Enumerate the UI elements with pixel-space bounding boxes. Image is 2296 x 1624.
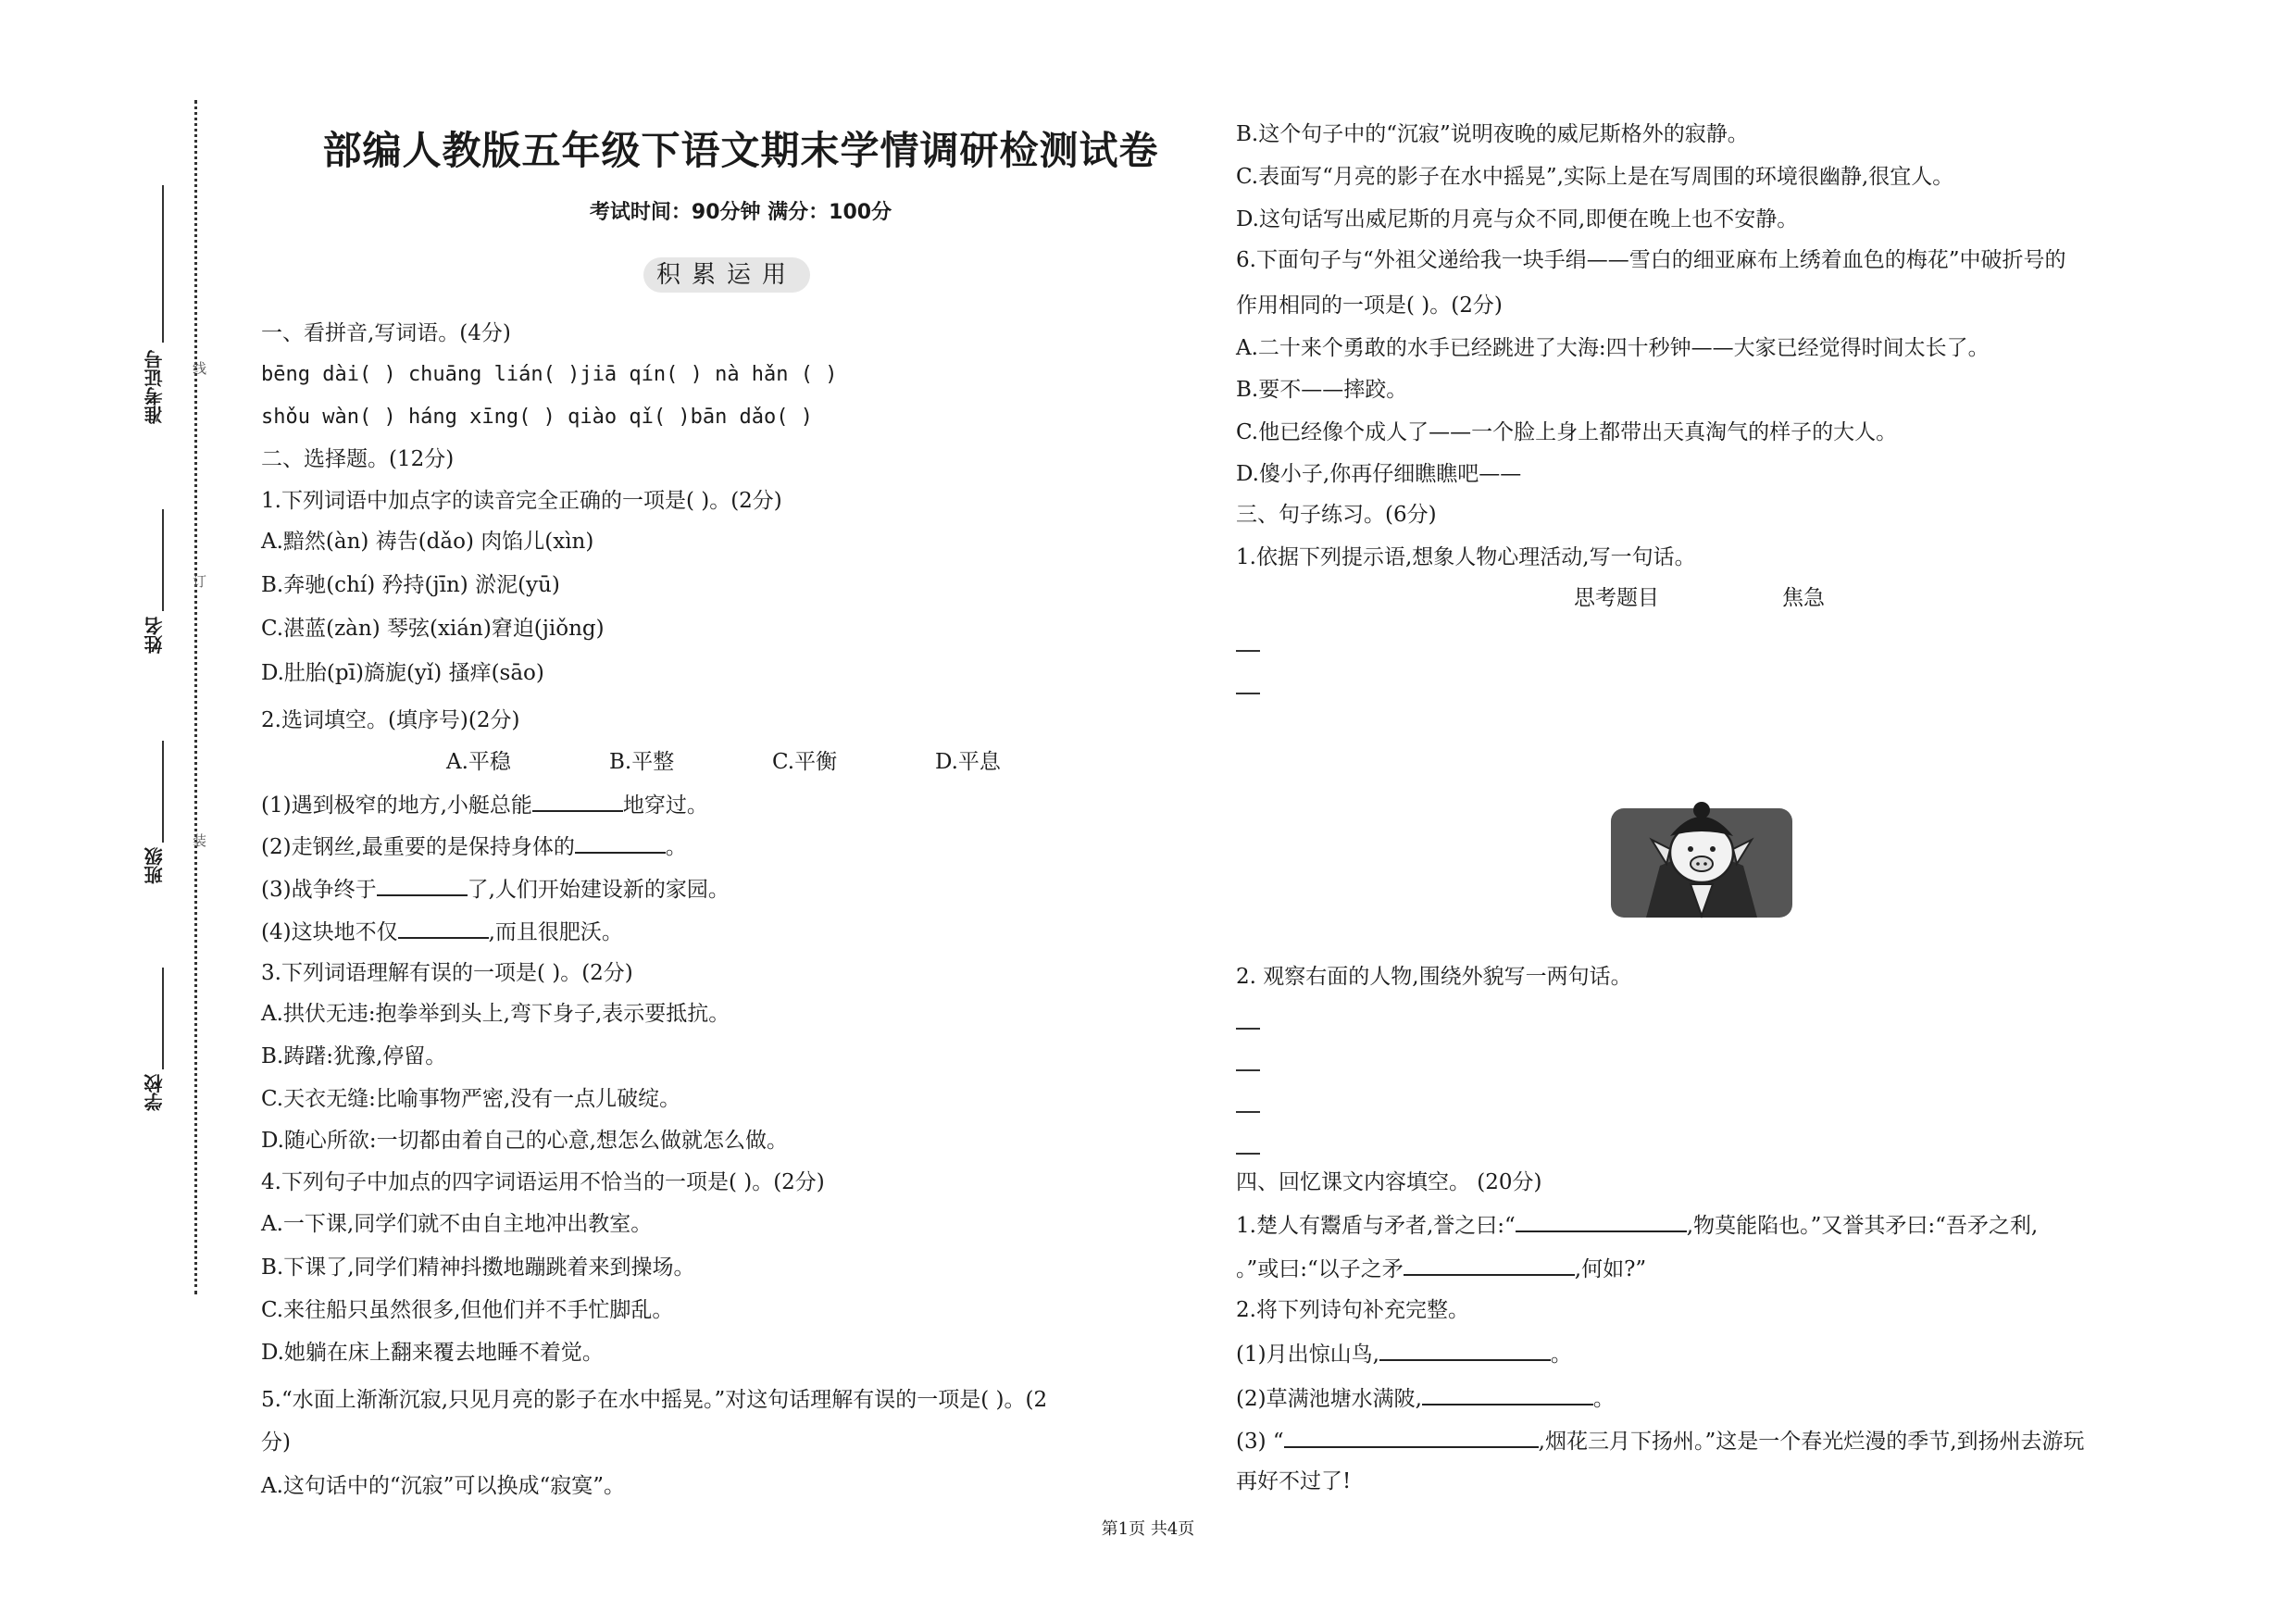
option-text: D.肚胎(pī)旖旎(yǐ) 搔痒(sāo) xyxy=(261,661,544,685)
section-tag: 积累运用 xyxy=(643,257,810,293)
fill-item xyxy=(261,831,687,861)
option-text: B.这个句子中的“沉寂”说明夜晚的威尼斯格外的寂静。 xyxy=(1236,122,1749,146)
option-text: A.黯然(àn) 祷告(dǎo) 肉馅儿(xìn) xyxy=(261,530,594,554)
question-text: 3.下列词语理解有误的一项是( )。(2分) xyxy=(261,961,633,985)
question-text: 6.下面句子与“外祖父递给我一块手绢——雪白的细亚麻布上绣着血色的梅花”中破折号的 xyxy=(1236,248,2066,272)
option-text: D.这句话写出威尼斯的月亮与众不同,即便在晚上也不安静。 xyxy=(1236,207,1799,231)
word-option: D.平息 xyxy=(935,750,1001,774)
fill-item-text: 。 xyxy=(1550,1343,1572,1367)
question-text: 2.选词填空。(填序号)(2分) xyxy=(261,708,520,732)
answer-line[interactable] xyxy=(1236,1153,1260,1155)
page-title: 部编人教版五年级下语文期末学情调研检测试卷 xyxy=(322,128,1159,173)
option-text: D.傻小子,你再仔细瞧瞧吧—— xyxy=(1236,462,1522,486)
option-text: A.这句话中的“沉寂”可以换成“寂寞”。 xyxy=(261,1474,625,1498)
option-text: C.他已经像个成人了——一个脸上身上都带出天真淘气的样子的大人。 xyxy=(1236,420,1898,444)
fill-item-text: ,何如?” xyxy=(1574,1257,1647,1281)
fill-item-text: 地穿过。 xyxy=(622,793,708,818)
name-line xyxy=(162,509,164,611)
binding-label-class: 班级 xyxy=(144,847,166,884)
fill-item xyxy=(261,790,708,819)
option-text: A.一下课,同学们就不由自主地冲出教室。 xyxy=(261,1212,653,1236)
fill-item-text: (4)这块地不仅 xyxy=(261,920,398,944)
binding-mark-line: 线 xyxy=(191,361,207,375)
fill-item-text: 。 xyxy=(1592,1387,1615,1411)
section-heading: 三、句子练习。(6分) xyxy=(1236,503,1437,527)
page-number: 第1页 共4页 xyxy=(1101,1519,1195,1539)
fill-item xyxy=(1236,1210,2038,1240)
question-text: 作用相同的一项是( )。(2分) xyxy=(1236,294,1503,318)
option-text: D.她躺在床上翻来覆去地睡不着觉。 xyxy=(261,1341,604,1365)
binding-label-exam-number: 准考证号 xyxy=(144,350,166,424)
fill-item-text: (2)走钢丝,最重要的是保持身体的 xyxy=(261,835,575,859)
option-text: C.来往船只虽然很多,但他们并不手忙脚乱。 xyxy=(261,1298,674,1322)
answer-line[interactable] xyxy=(1236,1111,1260,1113)
answer-blank[interactable] xyxy=(377,874,468,896)
answer-blank[interactable] xyxy=(398,917,489,939)
answer-blank[interactable] xyxy=(532,790,623,812)
option-text: B.踌躇:犹豫,停留。 xyxy=(261,1044,447,1068)
word-option: B.平整 xyxy=(609,750,675,774)
prompt-word: 思考题目 xyxy=(1574,586,1659,610)
fill-item-text: 。 xyxy=(665,835,687,859)
fill-item xyxy=(261,917,623,946)
fill-item-text: ,烟花三月下扬州。”这是一个春光烂漫的季节,到扬州去游玩 xyxy=(1538,1430,2085,1454)
fill-item-text: ,物莫能陷也。”又誉其矛曰:“吾矛之利, xyxy=(1686,1214,2039,1238)
question-text: 分) xyxy=(261,1430,291,1455)
binding-label-school: 学校 xyxy=(144,1074,166,1111)
school-line xyxy=(162,968,164,1069)
section-heading: 四、回忆课文内容填空。 (20分) xyxy=(1236,1170,1542,1194)
option-text: C.天衣无缝:比喻事物严密,没有一点儿破绽。 xyxy=(261,1087,681,1111)
answer-blank[interactable] xyxy=(1516,1210,1687,1232)
fill-item xyxy=(1236,1426,2085,1455)
fill-item-text: 。”或曰:“以子之矛 xyxy=(1236,1257,1404,1281)
option-text: D.随心所欲:一切都由着自己的心意,想怎么做就怎么做。 xyxy=(261,1129,788,1153)
answer-line[interactable] xyxy=(1236,1069,1260,1071)
option-text: B.要不——摔跤。 xyxy=(1236,378,1408,402)
binding-mark-fold: 装 xyxy=(191,833,207,847)
fill-item-text: 1.楚人有鬻盾与矛者,誉之曰:“ xyxy=(1236,1214,1516,1238)
cartoon-figure xyxy=(1609,792,1794,919)
section-heading: 一、看拼音,写词语。(4分) xyxy=(261,321,511,345)
fill-item-text: (3) “ xyxy=(1236,1430,1284,1454)
fill-item-text: (3)战争终于 xyxy=(261,878,377,902)
fill-item xyxy=(261,874,730,904)
word-option: C.平衡 xyxy=(772,750,838,774)
answer-blank[interactable] xyxy=(1422,1383,1593,1405)
answer-blank[interactable] xyxy=(1404,1254,1575,1276)
binding-dotted-line xyxy=(194,100,197,1294)
option-text: B.奔驰(chí) 矜持(jīn) 淤泥(yū) xyxy=(261,573,560,597)
fill-item xyxy=(1236,1339,1572,1368)
question-text: 1.依据下列提示语,想象人物心理活动,写一句话。 xyxy=(1236,545,1696,569)
pinyin-row: shǒu wàn( ) háng xīng( ) qiào qǐ( )bān dǎo( ) xyxy=(261,406,814,429)
binding-label-name: 姓名 xyxy=(144,617,166,654)
fill-item-text: ,而且很肥沃。 xyxy=(488,920,623,944)
option-text: C.湛蓝(zàn) 琴弦(xián)窘迫(jiǒng) xyxy=(261,617,605,641)
answer-blank[interactable] xyxy=(1379,1339,1551,1361)
option-text: C.表面写“月亮的影子在水中摇晃”,实际上是在写周围的环境很幽静,很宜人。 xyxy=(1236,165,1954,189)
binding-mark-bind: 订 xyxy=(191,574,207,588)
prompt-word: 焦急 xyxy=(1782,586,1825,610)
option-text: A.拱伏无违:抱拳举到头上,弯下身子,表示要抵抗。 xyxy=(261,1002,730,1026)
fill-item-text: (2)草满池塘水满陂, xyxy=(1236,1387,1422,1411)
option-text: A.二十来个勇敢的水手已经跳进了大海:四十秒钟——大家已经觉得时间太长了。 xyxy=(1236,336,1990,360)
answer-line[interactable] xyxy=(1236,693,1260,694)
exam-info: 考试时间：90分钟 满分：100分 xyxy=(589,201,892,224)
question-text: 1.下列词语中加点字的读音完全正确的一项是( )。(2分) xyxy=(261,489,782,513)
question-text: 5.“水面上渐渐沉寂,只见月亮的影子在水中摇晃。”对这句话理解有误的一项是( )。(2 xyxy=(261,1388,1048,1412)
pinyin-row: bēng dài( ) chuāng lián( )jiā qín( ) nà hǎn ( ) xyxy=(261,363,838,386)
question-text: 4.下列句子中加点的四字词语运用不恰当的一项是( )。(2分) xyxy=(261,1170,825,1194)
answer-blank[interactable] xyxy=(575,831,666,854)
section-heading: 二、选择题。(12分) xyxy=(261,447,455,471)
answer-line[interactable] xyxy=(1236,1028,1260,1030)
answer-blank[interactable] xyxy=(1284,1426,1539,1448)
question-text: 2. 观察右面的人物,围绕外貌写一两句话。 xyxy=(1236,965,1632,989)
fill-item-text: (1)月出惊山鸟, xyxy=(1236,1343,1379,1367)
word-option: A.平稳 xyxy=(446,750,511,774)
class-line xyxy=(162,741,164,843)
option-text: B.下课了,同学们精神抖擞地蹦跳着来到操场。 xyxy=(261,1255,695,1280)
fill-item-text: (1)遇到极窄的地方,小艇总能 xyxy=(261,793,532,818)
fill-item xyxy=(1236,1254,1646,1283)
option-text: 再好不过了! xyxy=(1236,1469,1352,1493)
answer-line[interactable] xyxy=(1236,650,1260,652)
fill-item-text: 了,人们开始建设新的家园。 xyxy=(467,878,730,902)
question-text: 2.将下列诗句补充完整。 xyxy=(1236,1298,1469,1322)
fill-item xyxy=(1236,1383,1615,1413)
